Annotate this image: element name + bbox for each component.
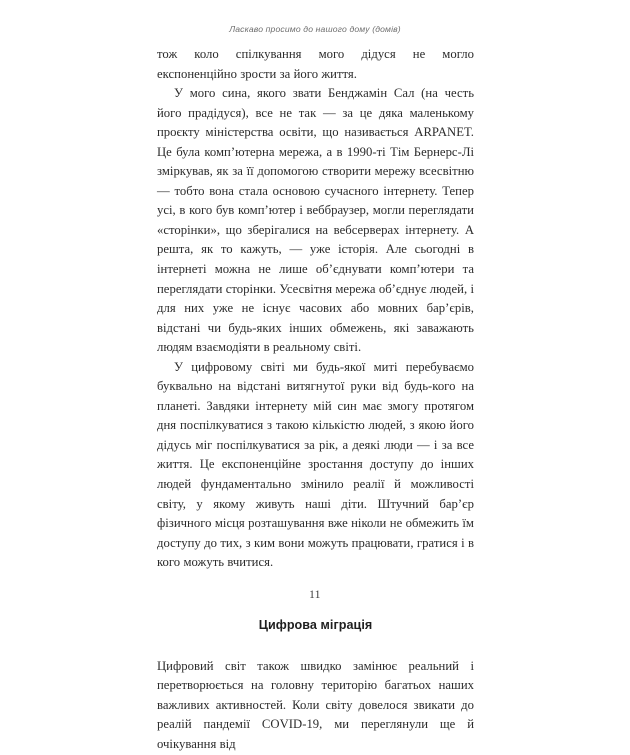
running-head: Ласкаво просимо до нашого дому (домів) [229, 24, 401, 34]
paragraph-continuation: тож коло спілкування мого дідуся не могло експоненційно зрости за його життя. [157, 47, 474, 81]
paragraph: У цифровому світі ми будь-якої миті перебуваємо буквально на відстані витягнутої руки від будь-кого на планеті. Завдяки інтернету мій син має змогу протягом дня поспілкуватися з такою кількістю людей, з якою його дідусь міг поспілкуватися за рік, а деякі люди — і за все життя. Це експоненційне зростання доступу до інших людей фундаментально змінило реалії й можливості світу, у якому живуть наші діти. Штучний бар’єр фізичного місця розташування вже ніколи не обмежить їм доступу до тих, з ким вони можуть працювати, гратися і в кого можуть вчитися. [157, 359, 474, 570]
text-column [157, 45, 474, 755]
paragraph: У мого сина, якого звати Бенджамін Сал (на честь його прадідуся), все не так — за це дяка маленькому проєкту міністерства освіти, що називається ARPANET. Це була комп’ютерна мережа, а в 1990-ті Тім Бернерс-Лі зміркував, як за її допомогою створити мережу всесвітню — тобто вона стала основою сучасного інтернету. Тепер усі, в кого був комп’ютер і веббраузер, могли переглядати «сторінки», що зберігалися на вебсерверах інтернету. А решта, як то кажуть, — уже історія. Але сьогодні в інтернеті можна не лише об’єднувати комп’ютери та переглядати сторінки. Усесвітня мережа об’єднує людей, і для них уже не існує часових або мовних бар’єрів, відстані чи будь-яких інших обмежень, які заважають людям взаємодіяти в реальному світі. [157, 86, 474, 355]
section-heading: Цифрова міграція [258, 617, 373, 632]
paragraph: Цифровий світ також швидко замінює реальний і перетворюється на головну територію багатьох наших важливих активностей. Коли світу довелося звикати до реалій пандемії COVID-19, ми переглянули ще й очікування від [157, 658, 474, 751]
page-number: 11 [309, 589, 321, 601]
